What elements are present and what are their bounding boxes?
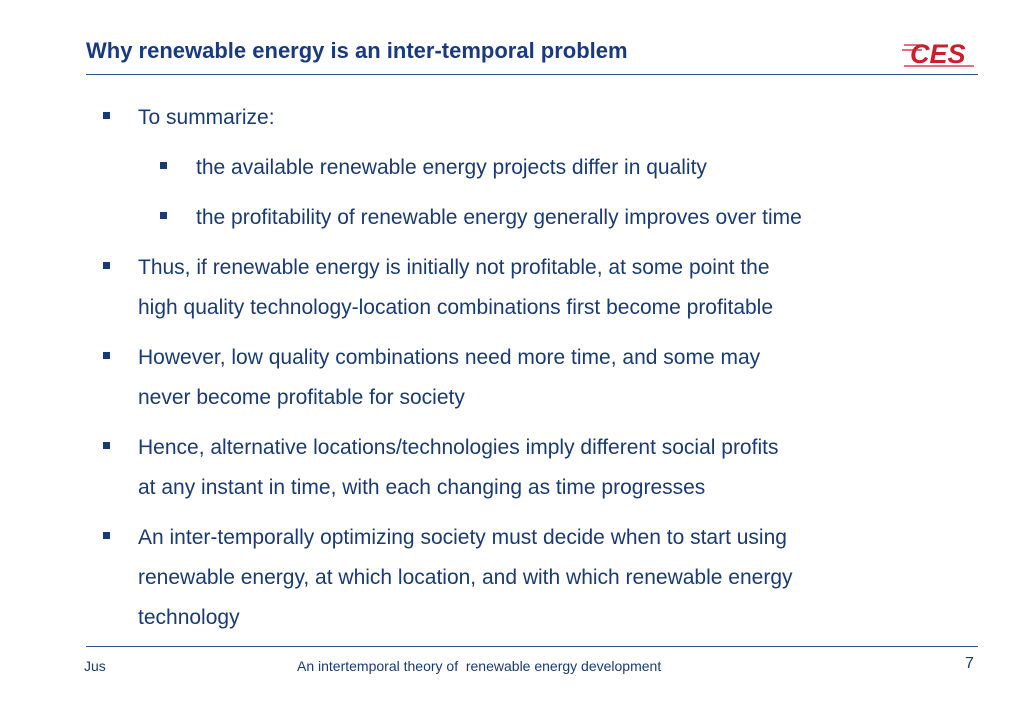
ces-logo [902, 37, 980, 73]
bullet-marker [103, 352, 110, 359]
bullet-item [0, 428, 1023, 508]
title-divider [86, 74, 978, 75]
footer-title: An intertemporal theory of renewable energy development [297, 658, 662, 674]
bullet-line: An inter-temporally optimizing society must decide when to start using [138, 526, 787, 549]
bullet-text [138, 518, 793, 638]
footer-divider [86, 646, 978, 647]
slide-title: Why renewable energy is an inter-temporal problem [86, 38, 628, 63]
bullet-marker [103, 112, 110, 119]
bullet-line: However, low quality combinations need more time, and some may [138, 346, 761, 369]
bullet-marker [160, 212, 167, 219]
footer-author: Jus [84, 658, 106, 674]
bullet-item [0, 248, 1023, 328]
bullet-item [0, 98, 1023, 138]
bullet-line: the profitability of renewable energy generally improves over time [196, 206, 802, 229]
bullet-item [0, 338, 1023, 418]
bullet-line: Hence, alternative locations/technologies imply different social profits [138, 436, 779, 459]
bullet-line: technology [138, 606, 240, 629]
bullet-text [196, 198, 802, 238]
bullet-line: To summarize: [138, 106, 275, 129]
bullet-item [0, 148, 1023, 188]
page-number: 7 [965, 655, 974, 672]
bullet-marker [103, 532, 110, 539]
logo-text: CES [910, 39, 966, 69]
bullet-text [138, 98, 275, 138]
bullet-text [138, 428, 778, 508]
bullet-line: Thus, if renewable energy is initially not profitable, at some point the [138, 256, 770, 279]
bullet-text [196, 148, 707, 188]
bullet-text [138, 338, 760, 418]
bullet-line: the available renewable energy projects differ in quality [196, 156, 707, 179]
bullet-line: renewable energy, at which location, and with which renewable energy [138, 566, 793, 589]
bullet-text [138, 248, 773, 328]
bullet-marker [103, 442, 110, 449]
bullet-item [0, 518, 1023, 638]
bullet-line: never become profitable for society [138, 386, 465, 409]
bullet-marker [103, 262, 110, 269]
bullet-line: high quality technology-location combinations first become profitable [138, 296, 774, 319]
bullet-marker [160, 162, 167, 169]
bullet-item [0, 198, 1023, 238]
bullet-line: at any instant in time, with each changing as time progresses [138, 476, 706, 499]
